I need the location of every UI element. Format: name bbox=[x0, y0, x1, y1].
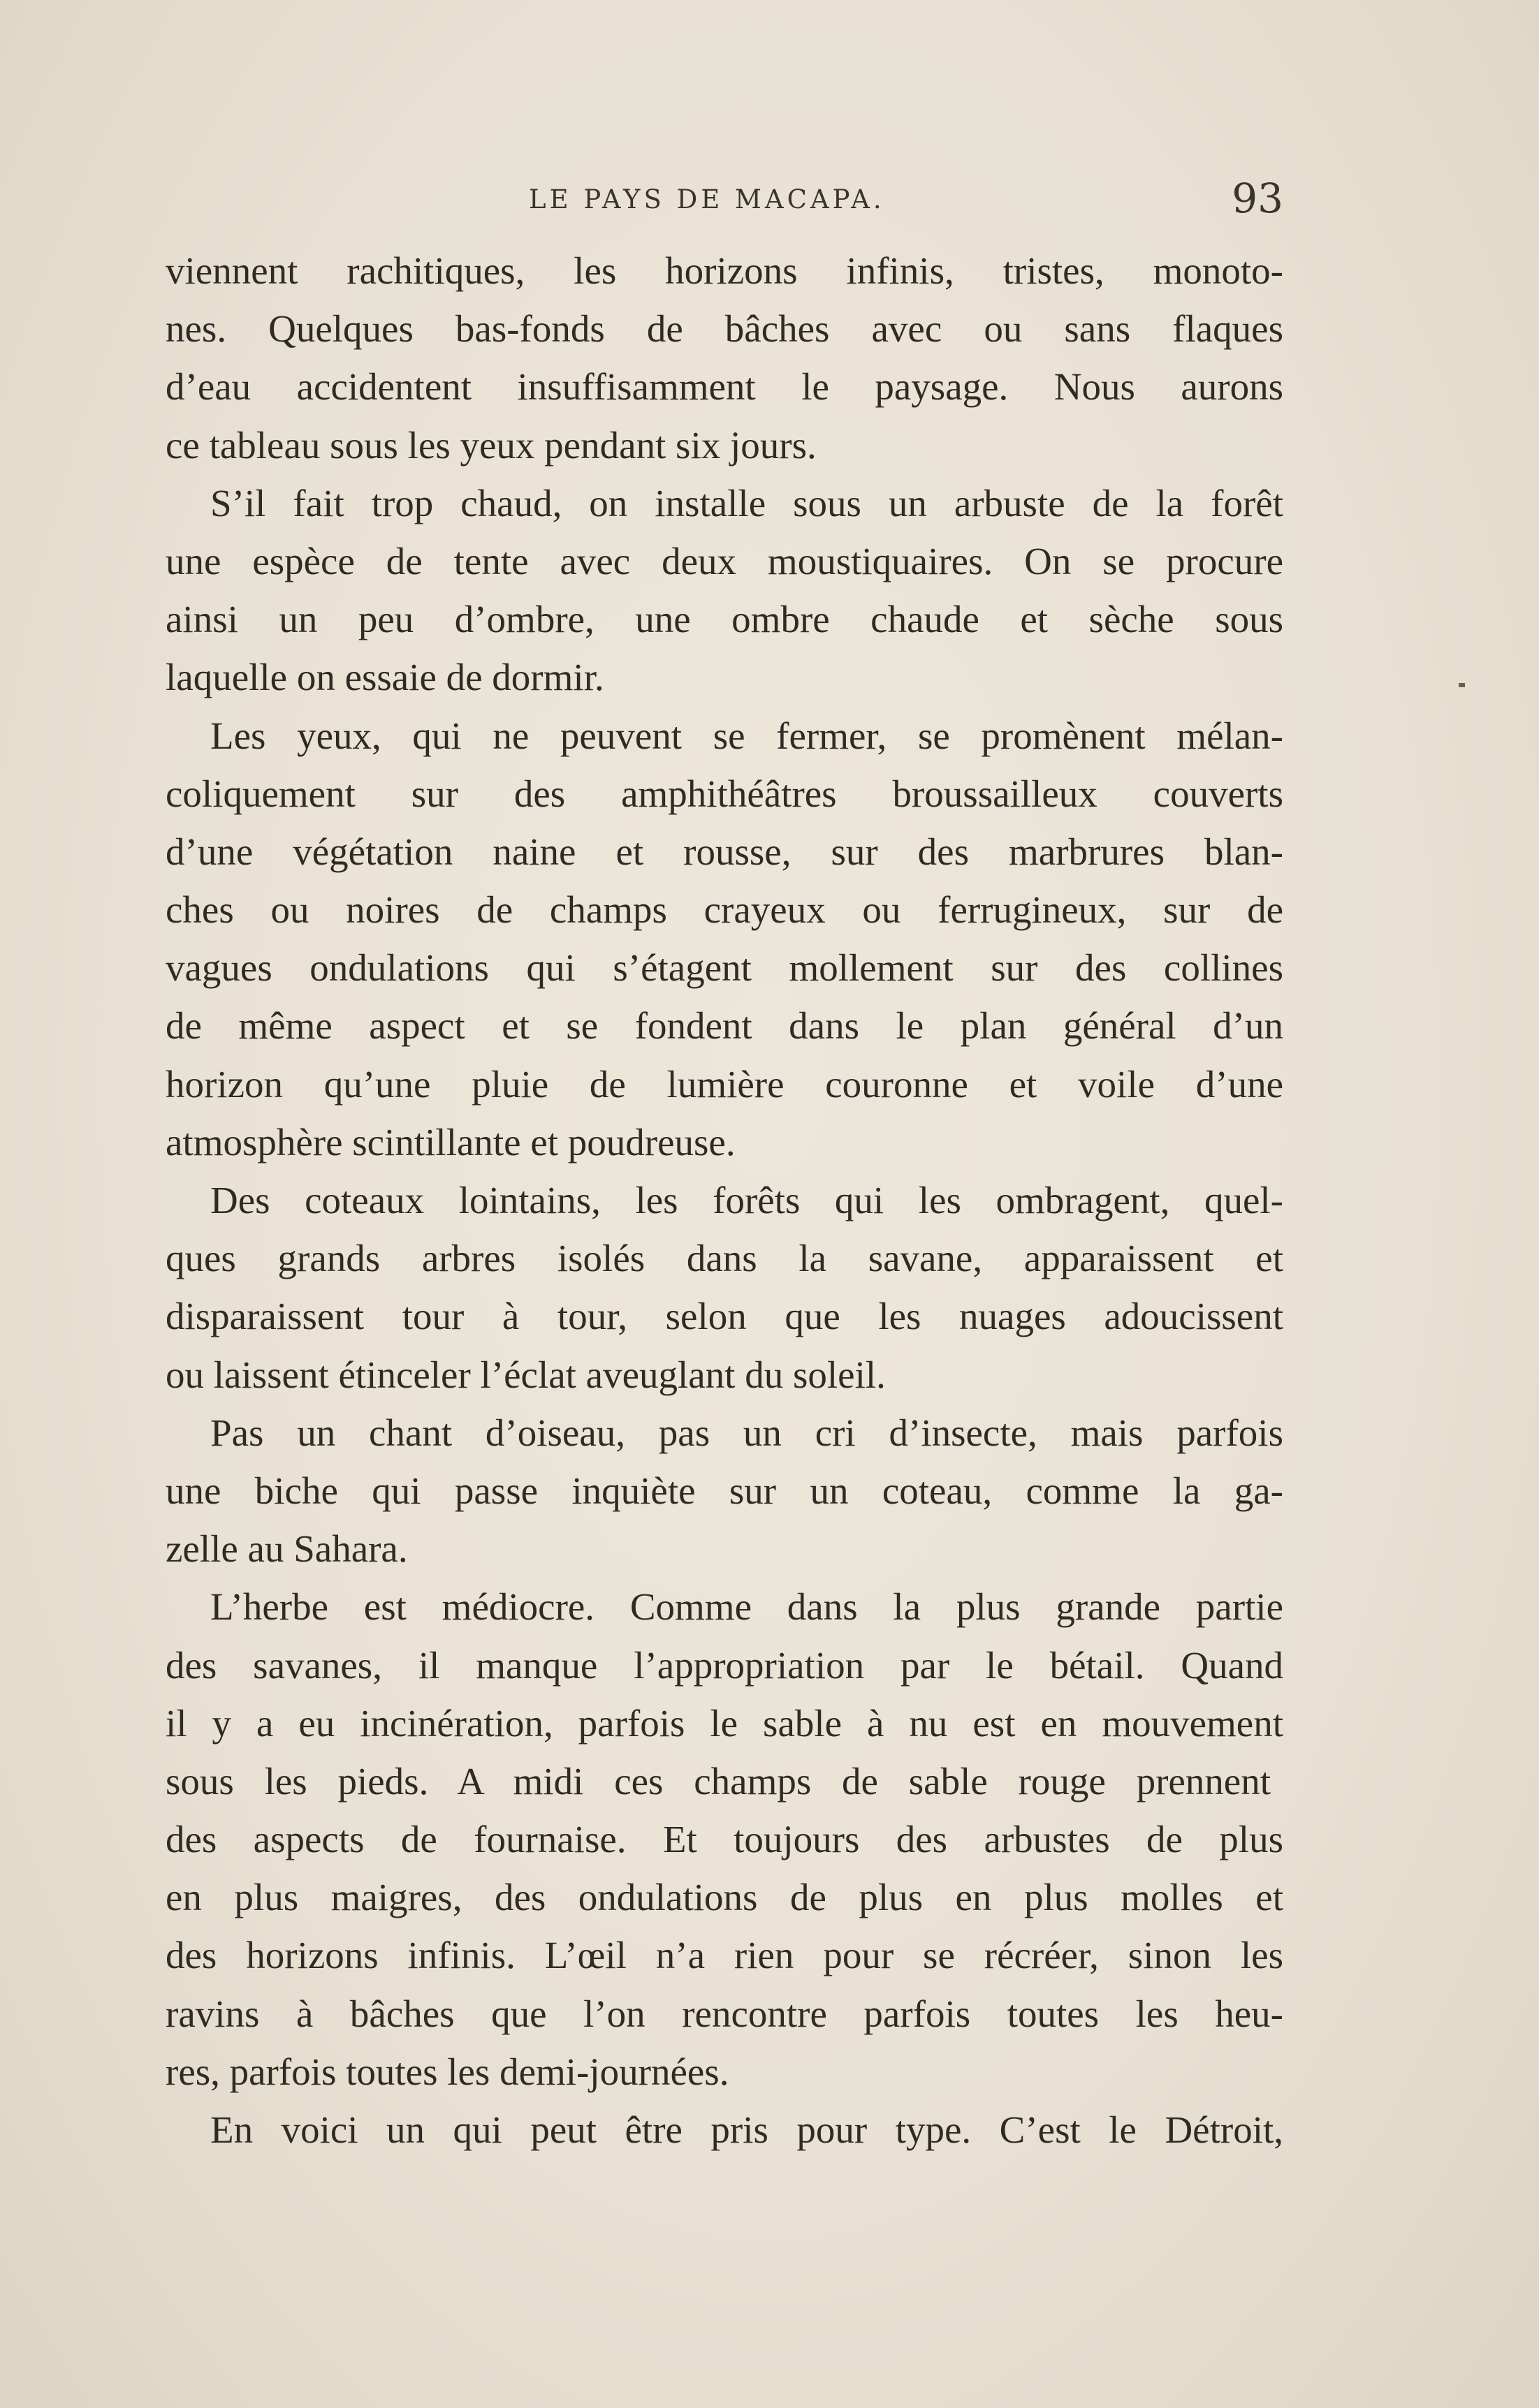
text-line: nes. Quelques bas-fonds de bâches avec ou sans flaques bbox=[166, 307, 1283, 351]
text-line: disparaissent tour à tour, selon que les nuages adoucissent bbox=[166, 1295, 1283, 1338]
text-line: laquelle on essaie de dormir. bbox=[166, 656, 604, 699]
text-line: Les yeux, qui ne peuvent se fermer, se promènent mélan- bbox=[210, 714, 1283, 757]
text-line: Des coteaux lointains, les forêts qui les ombragent, quel- bbox=[210, 1179, 1283, 1221]
text-line: viennent rachitiques, les horizons infinis, tristes, monoto- bbox=[166, 249, 1283, 292]
text-line: ainsi un peu d’ombre, une ombre chaude et sèche sous bbox=[166, 598, 1283, 641]
text-line: des horizons infinis. L’œil n’a rien pour se récréer, sinon les bbox=[166, 1934, 1283, 1977]
text-line: atmosphère scintillante et poudreuse. bbox=[166, 1120, 736, 1163]
text-line: d’eau accidentent insuffisamment le paysage. Nous aurons bbox=[166, 365, 1283, 409]
running-title: LE PAYS DE MACAPA. bbox=[529, 184, 885, 214]
text-line: de même aspect et se fondent dans le plan général d’un bbox=[166, 1004, 1283, 1048]
text-line: il y a eu incinération, parfois le sable à nu est en mouvement bbox=[166, 1701, 1283, 1745]
text-line: sous les pieds. A midi ces champs de sable rouge prennent bbox=[166, 1759, 1271, 1803]
text-line: L’herbe est médiocre. Comme dans la plus grande partie bbox=[210, 1585, 1283, 1629]
text-line: une biche qui passe inquiète sur un coteau, comme la ga- bbox=[166, 1469, 1283, 1512]
text-line: d’une végétation naine et rousse, sur des marbrures blan- bbox=[166, 830, 1283, 873]
text-line: une espèce de tente avec deux moustiquaires. On se procure bbox=[166, 539, 1283, 582]
text-line: ches ou noires de champs crayeux ou ferrugineux, sur de bbox=[166, 888, 1283, 932]
text-line: ques grands arbres isolés dans la savane, apparaissent et bbox=[166, 1237, 1283, 1280]
text-line: zelle au Sahara. bbox=[166, 1527, 408, 1571]
ink-speck bbox=[1459, 683, 1465, 687]
text-line: ce tableau sous les yeux pendant six jours. bbox=[166, 423, 817, 467]
text-line: coliquement sur des amphithéâtres broussailleux couverts bbox=[166, 772, 1283, 815]
text-line: en plus maigres, des ondulations de plus en plus molles et bbox=[166, 1876, 1283, 1919]
text-line: Pas un chant d’oiseau, pas un cri d’insecte, mais parfois bbox=[210, 1411, 1283, 1454]
text-line: des aspects de fournaise. Et toujours des arbustes de plus bbox=[166, 1818, 1283, 1861]
text-line: ou laissent étinceler l’éclat aveuglant du soleil. bbox=[166, 1353, 886, 1396]
body-text bbox=[166, 242, 1283, 2159]
running-head bbox=[166, 175, 1283, 229]
page-number: 93 bbox=[1232, 175, 1283, 222]
text-line: des savanes, il manque l’appropriation par le bétail. Quand bbox=[166, 1643, 1283, 1687]
text-line: horizon qu’une pluie de lumière couronne et voile d’une bbox=[166, 1062, 1283, 1106]
text-line: vagues ondulations qui s’étagent mollement sur des collines bbox=[166, 946, 1283, 990]
text-line: ravins à bâches que l’on rencontre parfois toutes les heu- bbox=[166, 1992, 1283, 2035]
text-line: En voici un qui peut être pris pour type. C’est le Détroit, bbox=[210, 2108, 1283, 2151]
text-line: res, parfois toutes les demi-journées. bbox=[166, 2050, 729, 2093]
text-line: S’il fait trop chaud, on installe sous un arbuste de la forêt bbox=[210, 481, 1283, 524]
